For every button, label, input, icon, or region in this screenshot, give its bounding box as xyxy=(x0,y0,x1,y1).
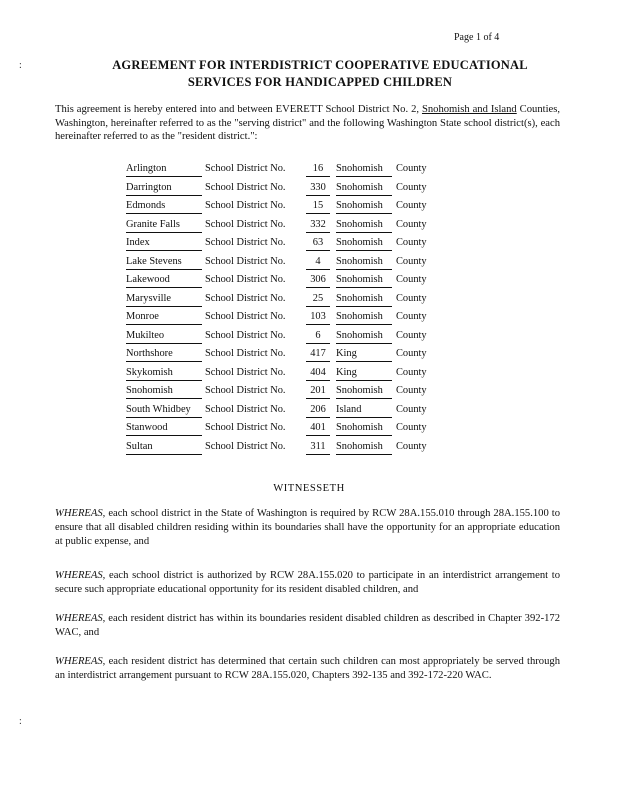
district-name: Snohomish xyxy=(126,385,202,399)
whereas-word: WHEREAS, xyxy=(55,656,106,667)
county-label: County xyxy=(396,292,427,304)
district-number: 16 xyxy=(306,163,330,177)
intro-text-1: This agreement is hereby entered into and between EVERETT School District No. 2, xyxy=(55,104,422,115)
district-name: Index xyxy=(126,237,202,251)
district-name: South Whidbey xyxy=(126,404,202,418)
county-name: Snohomish xyxy=(336,422,392,436)
school-district-label: School District No. xyxy=(205,440,286,452)
county-name: Snohomish xyxy=(336,182,392,196)
county-name: Snohomish xyxy=(336,256,392,270)
whereas-word: WHEREAS, xyxy=(55,508,106,519)
district-number: 332 xyxy=(306,219,330,233)
district-number: 306 xyxy=(306,274,330,288)
district-number: 103 xyxy=(306,311,330,325)
district-number: 15 xyxy=(306,200,330,214)
district-name: Sultan xyxy=(126,441,202,455)
district-number: 6 xyxy=(306,330,330,344)
intro-text-2: Counties, Washington, hereinafter referred to as the "serving district" and the following Washington State school district(s), each hereinafter referred to as the "resident district.": xyxy=(55,104,560,142)
county-label: County xyxy=(396,255,427,267)
intro-paragraph xyxy=(55,103,560,144)
school-district-label: School District No. xyxy=(205,329,286,341)
school-district-label: School District No. xyxy=(205,200,286,211)
county-label: County xyxy=(396,348,427,359)
county-label: County xyxy=(396,329,427,341)
whereas-text: each school district in the State of Washington is required by RCW 28A.155.010 through 28A.155.100 to ensure that all disabled children residing within its boundaries shall have the opportunity for an appropriate education at public expense, and xyxy=(55,508,560,547)
county-name: King xyxy=(336,348,392,362)
district-name: Arlington xyxy=(126,163,202,177)
county-label: County xyxy=(396,403,427,415)
district-number: 201 xyxy=(306,385,330,399)
whereas-paragraph-3 xyxy=(55,612,560,640)
school-district-label: School District No. xyxy=(205,385,286,396)
district-number: 4 xyxy=(306,256,330,270)
district-name: Lakewood xyxy=(126,274,202,288)
district-name: Granite Falls xyxy=(126,219,202,233)
whereas-text: each school district is authorized by RCW 28A.155.020 to participate in an interdistrict arrangement to secure such appropriate educational opportunity for its resident disabled children, and xyxy=(55,570,560,595)
district-number: 330 xyxy=(306,182,330,196)
whereas-paragraph-1 xyxy=(55,507,560,549)
district-name: Edmonds xyxy=(126,200,202,214)
margin-mark: : xyxy=(19,716,22,727)
whereas-text: each resident district has determined that certain such children can most appropriately be served through an interdistrict arrangement pursuant to RCW 28A.155.020, Chapters 392-135 and 392-172-220 WAC. xyxy=(55,656,560,681)
witnesseth-heading: WITNESSETH xyxy=(273,483,345,494)
school-district-label: School District No. xyxy=(205,163,286,174)
county-label: County xyxy=(396,181,427,193)
district-number: 404 xyxy=(306,367,330,381)
whereas-paragraph-2 xyxy=(55,569,560,597)
district-number: 401 xyxy=(306,422,330,436)
whereas-paragraph-4 xyxy=(55,655,560,683)
county-name: Snohomish xyxy=(336,274,392,288)
county-name: King xyxy=(336,367,392,381)
margin-mark: : xyxy=(19,60,22,71)
school-district-label: School District No. xyxy=(205,422,286,433)
page-number: Page 1 of 4 xyxy=(454,32,500,43)
county-label: County xyxy=(396,200,427,211)
intro-county-underlined: Snohomish and Island xyxy=(421,104,517,115)
county-name: Snohomish xyxy=(336,441,392,455)
district-name: Mukilteo xyxy=(126,330,202,344)
district-number: 206 xyxy=(306,404,330,418)
county-label: County xyxy=(396,385,427,396)
district-name: Marysville xyxy=(126,293,202,307)
school-district-label: School District No. xyxy=(205,292,286,304)
district-number: 417 xyxy=(306,348,330,362)
county-name: Snohomish xyxy=(336,293,392,307)
county-label: County xyxy=(396,274,427,285)
district-number: 25 xyxy=(306,293,330,307)
district-name: Darrington xyxy=(126,182,202,196)
district-number: 311 xyxy=(306,441,330,455)
district-name: Stanwood xyxy=(126,422,202,436)
title-line-1: AGREEMENT FOR INTERDISTRICT COOPERATIVE EDUCATIONAL xyxy=(112,58,528,72)
county-label: County xyxy=(396,366,427,378)
school-district-label: School District No. xyxy=(205,237,286,248)
district-number: 63 xyxy=(306,237,330,251)
county-name: Snohomish xyxy=(336,219,392,233)
school-district-label: School District No. xyxy=(205,348,286,359)
county-name: Island xyxy=(336,404,392,418)
school-district-label: School District No. xyxy=(205,255,286,267)
district-name: Skykomish xyxy=(126,367,202,381)
whereas-word: WHEREAS, xyxy=(55,570,106,581)
school-district-label: School District No. xyxy=(205,311,286,322)
county-name: Snohomish xyxy=(336,237,392,251)
county-label: County xyxy=(396,218,427,230)
school-district-label: School District No. xyxy=(205,274,286,285)
county-label: County xyxy=(396,440,427,452)
school-district-label: School District No. xyxy=(205,366,286,378)
county-name: Snohomish xyxy=(336,330,392,344)
district-name: Lake Stevens xyxy=(126,256,202,270)
school-district-label: School District No. xyxy=(205,181,286,193)
school-district-label: School District No. xyxy=(205,403,286,415)
county-label: County xyxy=(396,237,427,248)
document-title xyxy=(40,57,600,91)
whereas-word: WHEREAS, xyxy=(55,613,106,624)
school-district-label: School District No. xyxy=(205,218,286,230)
county-name: Snohomish xyxy=(336,163,392,177)
title-line-2: SERVICES FOR HANDICAPPED CHILDREN xyxy=(187,75,453,89)
district-name: Northshore xyxy=(126,348,202,362)
county-name: Snohomish xyxy=(336,385,392,399)
county-name: Snohomish xyxy=(336,200,392,214)
county-name: Snohomish xyxy=(336,311,392,325)
whereas-text: each resident district has within its boundaries resident disabled children as described in Chapter 392-172 WAC, and xyxy=(55,613,560,638)
county-label: County xyxy=(396,422,427,433)
county-label: County xyxy=(396,311,427,322)
district-name: Monroe xyxy=(126,311,202,325)
county-label: County xyxy=(396,163,427,174)
